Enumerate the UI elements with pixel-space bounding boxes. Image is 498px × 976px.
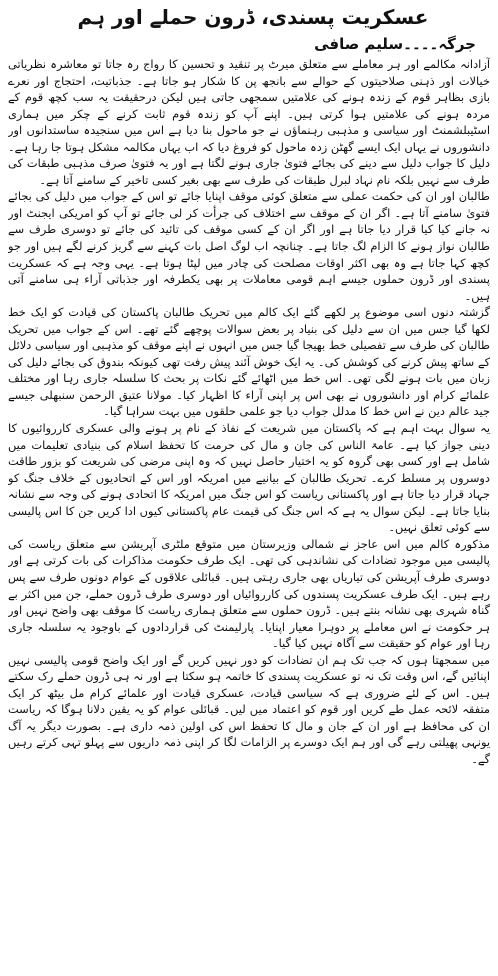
article-paragraph: مذکورہ کالم میں اس عاجز نے شمالی وزیرستان میں متوقع ملٹری آپریشن سے متعلق ریاست کی پالیسی میں موجود تضادات کی نشاندہی کی تھی۔ ایک طرف حکومت مذاکرات کی بات کرتی ہے اور دوسری طرف آپریشن کی تیاریاں بھی جاری رہتی ہیں۔ قبائلی علاقوں کے عوام دونوں طرف سے پس رہے ہیں۔ ایک طرف عسکریت پسندوں کی کارروائیاں اور دوسری طرف ڈرون حملے، جن میں اکثر بے گناہ شہری بھی نشانہ بنتے ہیں۔ ڈرون حملوں سے متعلق ہماری ریاست کا موقف بھی واضح نہیں اور ہر حکومت نے اس معاملے پر دوہرا معیار اپنایا۔ پارلیمنٹ کی قراردادوں کے باوجود یہ سلسلہ جاری رہا اور عوام کو حقیقت سے آگاہ نہیں کیا گیا۔ (8, 536, 490, 651)
article-body (8, 56, 490, 970)
article-paragraph: میں سمجھتا ہوں کہ جب تک ہم ان تضادات کو دور نہیں کریں گے اور ایک واضح قومی پالیسی نہیں اپنائیں گے، اس وقت تک نہ تو عسکریت پسندی کا خاتمہ ہو سکتا ہے اور نہ ہی ڈرون حملے رک سکتے ہیں۔ اس کے لئے ضروری ہے کہ سیاسی قیادت، عسکری قیادت اور علمائے کرام مل بیٹھ کر ایک متفقہ لائحہ عمل طے کریں اور قوم کو اعتماد میں لیں۔ قبائلی عوام کو یہ یقین دلانا ہوگا کہ ریاست ان کی محافظ ہے اور ان کے جان و مال کا تحفظ اس کی اولین ذمہ داری ہے۔ بصورت دیگر یہ آگ یونہی پھیلتی رہے گی اور ہم ایک دوسرے پر الزامات لگا کر اپنی ذمہ داریوں سے پہلو تہی کرتے رہیں گے۔ (8, 652, 490, 766)
article-byline: جرگہ۔۔۔۔سلیم صافی (314, 35, 476, 53)
article-paragraph: یہ سوال بہت اہم ہے کہ پاکستان میں شریعت کے نفاذ کے نام پر ہونے والی عسکری کارروائیوں کا دینی جواز کیا ہے۔ عامۃ الناس کی جان و مال کی حرمت کا تحفظ اسلام کی بنیادی تعلیمات میں شامل ہے اور کسی بھی گروہ کو یہ اختیار حاصل نہیں کہ وہ اپنی مرضی کی شریعت کو بزور طاقت دوسروں پر مسلط کرے۔ تحریک طالبان کے بیانیے میں امریکہ اور اس کے اتحادیوں کے خلاف جنگ کو جہاد قرار دیا جاتا ہے اور پاکستانی ریاست کو اس جنگ میں امریکہ کا اتحادی ہونے کی وجہ سے نشانہ بنایا جاتا ہے۔ لیکن سوال یہ ہے کہ اس جنگ کی قیمت عام پاکستانی کیوں ادا کریں جن کا اس پالیسی سے کوئی تعلق نہیں۔ (8, 421, 490, 535)
article-paragraph: طالبان اور ان کی حکمت عملی سے متعلق کوئی موقف اپنایا جائے تو اس کے جواب میں دلیل کی بجائے فتویٰ سامنے آتا ہے۔ اگر ان کے موقف سے اختلاف کی جرأت کر لی جائے تو آپ کو امریکی ایجنٹ اور نہ جانے کیا کیا قرار دیا جاتا ہے اور اگر ان کے کسی موقف کی تائید کی جائے تو دوسری طرف سے طالبان نواز ہونے کا الزام لگ جاتا ہے۔ چنانچہ اب لوگ اصل بات کہنے سے گریز کرنے لگے ہیں اور جو کچھ کہا جاتا ہے وہ بھی اکثر اوقات مصلحت کی چادر میں لپٹا ہوتا ہے۔ یہی وجہ ہے کہ عسکریت پسندی اور ڈرون حملوں جیسے اہم قومی معاملات پر بھی یکطرفہ اور جذباتی آراء ہی سامنے آتی ہیں۔ (8, 189, 490, 303)
article-headline: عسکریت پسندی، ڈرون حملے اور ہم (77, 5, 429, 29)
article-paragraph: گزشتہ دنوں اسی موضوع پر لکھے گئے ایک کالم میں تحریک طالبان پاکستان کی قیادت کو ایک خط لکھا گیا جس میں ان سے دلیل کی بنیاد پر بعض سوالات پوچھے گئے تھے۔ اس کے جواب میں تحریک طالبان کی طرف سے تفصیلی خط بھیجا گیا جس میں انہوں نے اپنے موقف کو مذہبی اور سیاسی دلائل کے ساتھ پیش کرنے کی کوشش کی۔ یہ ایک خوش آئند پیش رفت تھی کیونکہ بندوق کی بجائے دلیل کی زبان میں بات ہونے لگی تھی۔ اس خط میں اٹھائے گئے نکات پر بحث کا سلسلہ جاری رہا اور مختلف علمائے کرام اور دانشوروں نے بھی اس پر اپنی آراء کا اظہار کیا۔ مولانا عتیق الرحمن سنبھلی جیسے جید عالم دین نے اس خط کا مدلل جواب دیا جو علمی حلقوں میں بہت سراہا گیا۔ (8, 305, 490, 419)
article-paragraph: آزادانہ مکالمے اور ہر معاملے سے متعلق میرٹ پر تنقید و تحسین کا رواج رہ جاتا تو معاشرہ نظریاتی خیالات اور ذہنی صلاحیتوں کے حوالے سے بانجھ پن کا شکار ہو جاتا ہے۔ جذباتیت، احتجاج اور نعرے بازی بظاہر قوم کے زندہ ہونے کی علامتیں سمجھی جاتی ہیں لیکن درحقیقت یہ سب کچھ قوم کے مردہ ہونے کی علامتیں ہوا کرتی ہیں۔ اپنے آپ کو زندہ قوم ثابت کرنے کے چکر میں ہماری اسٹیبلشمنٹ اور سیاسی و مذہبی رہنماؤں نے جو ماحول بنا دیا ہے اس میں سنجیدہ ساستدانوں اور دانشوروں نے یہاں ایک ایسے گھٹن زدہ ماحول کو فروغ دیا کہ اب یہاں مکالمہ مشکل ہوتا جا رہا ہے۔ دلیل کا جواب دلیل سے دینے کی بجائے فتویٰ جاری ہونے لگتا ہے اور یہ فتویٰ صرف مذہبی طبقات کی طرف سے نہیں بلکہ نام نہاد لبرل طبقات کی طرف سے بھی بغیر کسی تاخیر کے سامنے آتا ہے۔ (8, 57, 490, 187)
